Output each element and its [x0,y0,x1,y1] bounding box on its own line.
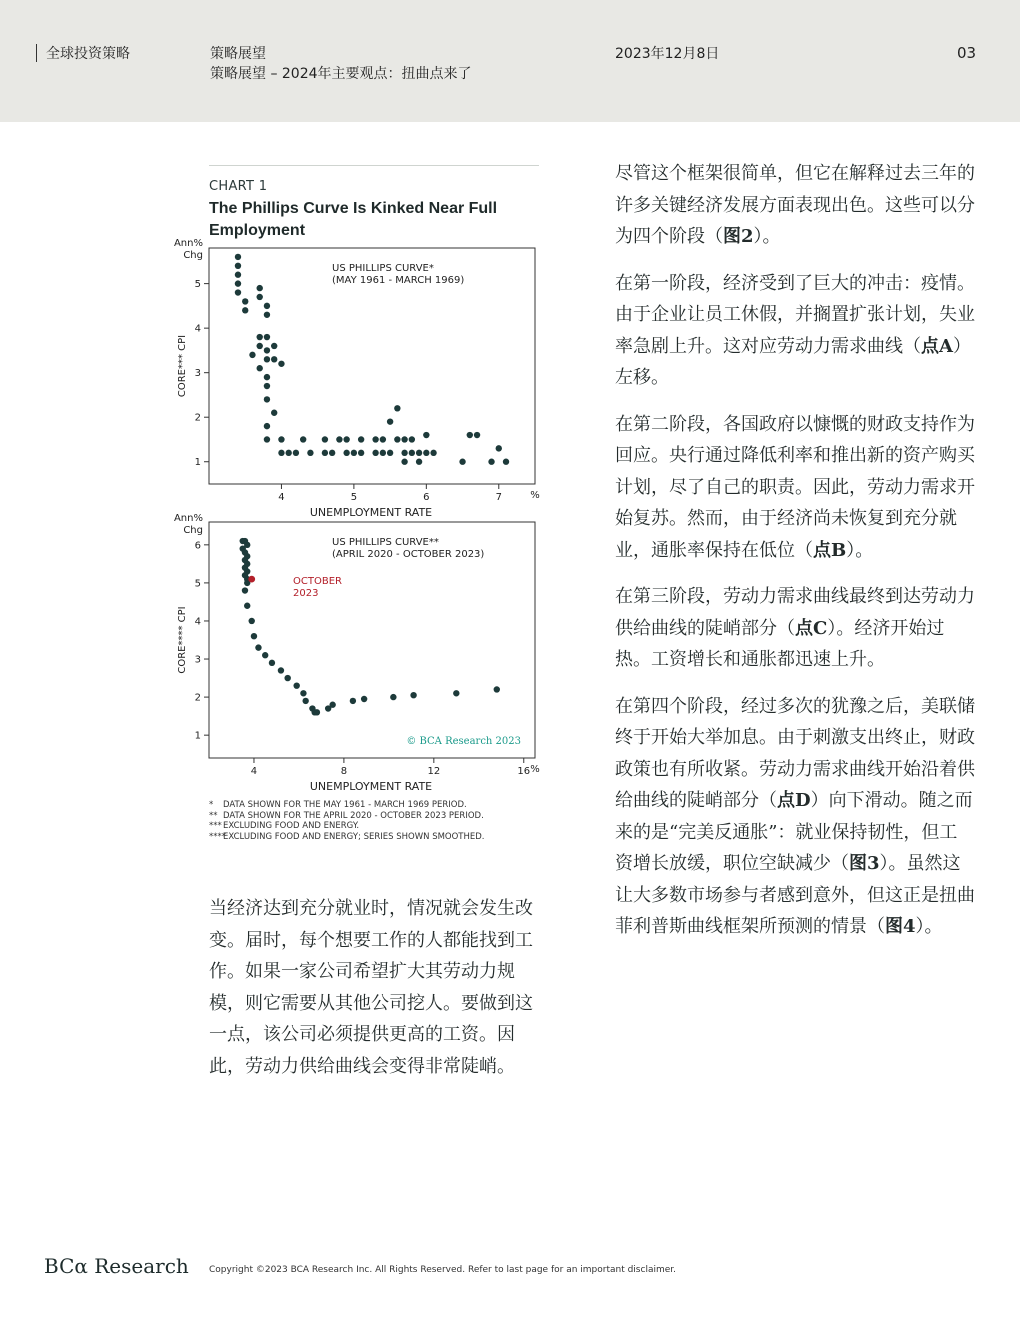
scatter-point [293,450,299,456]
x-tick-label: 16 [517,766,531,777]
scatter-point [264,436,270,442]
scatter-point [235,280,241,286]
scatter-point [302,698,308,704]
bottom-x-axis-label: UNEMPLOYMENT RATE [309,780,433,793]
y-tick-label: 5 [194,279,201,291]
chart-top-rule [209,165,539,166]
scatter-point [343,436,349,442]
scatter-point [387,418,393,424]
body-paragraph: 在第二阶段，各国政府以慷慨的财政支持作为回应。央行通过降低利率和推出新的资产购买计划，尽了自己的职责。因此，劳动力需求开始复苏。然而，由于经济尚未恢复到充分就业，通胀率保持在低位（点B）。 [615,413,975,561]
top-x-unit: % [530,490,540,501]
scatter-point [409,436,415,442]
scatter-point [278,450,284,456]
scatter-point [264,334,270,340]
bottom-series-label-1: US PHILLIPS CURVE** [332,537,439,548]
y-tick-label: 2 [194,412,201,424]
scatter-point [271,410,277,416]
bottom-series-label-2: (APRIL 2020 - OCTOBER 2023) [332,549,485,560]
scatter-point [488,459,494,465]
scatter-point [264,423,270,429]
scatter-point [329,702,335,708]
top-x-axis-label: UNEMPLOYMENT RATE [309,506,433,519]
october-2023-callout-1: OCTOBER [293,576,342,587]
x-tick-label: 4 [278,492,285,503]
scatter-point [372,450,378,456]
october-2023-callout-2: 2023 [293,588,319,599]
y-tick-label: 3 [194,654,201,666]
scatter-point [329,450,335,456]
scatter-point [380,436,386,442]
x-tick-label: 8 [340,766,348,777]
scatter-point [503,459,509,465]
scatter-point [350,698,356,704]
scatter-point [416,450,422,456]
scatter-point [300,436,306,442]
scatter-point [474,432,480,438]
y-tick-label: 4 [194,323,201,335]
scatter-point [244,603,250,609]
body-paragraph: 尽管这个框架很简单，但它在解释过去三年的许多关键经济发展方面表现出色。这些可以分为四个阶段（图2）。 [615,163,975,247]
x-tick-label: 6 [423,492,430,503]
scatter-point [358,450,364,456]
scatter-point [264,347,270,353]
scatter-point [235,254,241,260]
scatter-point [269,660,275,666]
bca-logo: BCα Research [44,1254,189,1278]
scatter-point [235,272,241,278]
scatter-point [423,450,429,456]
page-number: 03 [957,44,977,62]
scatter-point [358,436,364,442]
scatter-point [372,436,378,442]
scatter-point [293,682,299,688]
scatter-point [257,294,263,300]
y-tick-label: 4 [194,616,201,628]
scatter-point [264,374,270,380]
y-tick-label: 6 [194,540,201,552]
scatter-point [278,436,284,442]
top-y-unit-2: Chg [183,250,203,261]
y-tick-label: 5 [194,578,201,590]
top-panel [174,238,540,519]
scatter-point [235,263,241,269]
scatter-point [235,289,241,295]
scatter-point [390,694,396,700]
y-tick-label: 2 [194,692,201,704]
header-divider [36,44,37,62]
scatter-point [401,459,407,465]
bottom-y-unit-1: Ann% [173,513,203,524]
bottom-y-unit-2: Chg [183,525,203,536]
scatter-point [271,343,277,349]
top-series-label-2: (MAY 1961 - MARCH 1969) [332,275,465,286]
top-y-unit-1: Ann% [173,238,203,249]
scatter-point [410,692,416,698]
bottom-scatter-points [240,538,500,716]
scatter-point [380,450,386,456]
footnote: ****EXCLUDING FOOD AND ENERGY; SERIES SHOWN SMOOTHED. [209,831,485,842]
scatter-point [251,633,257,639]
body-paragraph: 在第三阶段，劳动力需求曲线最终到达劳动力供给曲线的陡峭部分（点C）。经济开始过热。工资增长和通胀都迅速上升。 [615,586,975,670]
scatter-point [387,450,393,456]
bottom-y-axis-label: CORE**** CPI [177,606,188,674]
scatter-point [257,285,263,291]
x-tick-label: 5 [350,492,358,503]
scatter-point [264,356,270,362]
scatter-point [314,709,320,715]
scatter-point [430,450,436,456]
scatter-point [343,450,349,456]
scatter-point [249,352,255,358]
footnote: ***EXCLUDING FOOD AND ENERGY. [209,821,360,831]
scatter-point [401,450,407,456]
header-subtitle: 策略展望 – 2024年主要观点：扭曲点来了 [210,66,472,82]
y-tick-label: 1 [194,730,201,742]
scatter-point [271,356,277,362]
scatter-point [262,652,268,658]
bottom-panel [174,513,540,793]
y-tick-label: 3 [194,368,201,380]
right-body-text [615,158,975,958]
y-tick-label: 1 [194,457,201,469]
top-x-ticks [278,484,502,503]
x-tick-label: 7 [495,492,502,503]
scatter-point [423,432,429,438]
x-tick-label: 12 [427,766,441,777]
scatter-point [361,696,367,702]
scatter-point [284,675,290,681]
scatter-point [255,644,261,650]
scatter-point [264,396,270,402]
chart-kicker: CHART 1 [209,179,268,194]
scatter-point [401,436,407,442]
x-tick-label: 4 [250,766,258,777]
chart-footnotes [209,800,485,842]
scatter-point [459,459,465,465]
scatter-point [257,334,263,340]
scatter-point [453,690,459,696]
scatter-point [264,383,270,389]
scatter-point [467,432,473,438]
scatter-point [264,312,270,318]
scatter-point [278,361,284,367]
scatter-point [351,450,357,456]
chart-title: The Phillips Curve Is Kinked Near Full Employment [209,200,498,239]
scatter-point [278,667,284,673]
scatter-point [242,307,248,313]
scatter-point [264,303,270,309]
scatter-point [322,450,328,456]
scatter-point [300,690,306,696]
scatter-point [307,450,313,456]
scatter-point [394,436,400,442]
scatter-point [257,365,263,371]
scatter-point [416,459,422,465]
scatter-point [249,618,255,624]
footnote: * DATA SHOWN FOR THE MAY 1961 - MARCH 1969 PERIOD. [209,800,467,810]
scatter-point [322,436,328,442]
phillips-curve-charts [165,230,545,795]
bottom-x-unit: % [530,764,540,775]
chart-credit: © BCA Research 2023 [406,736,521,747]
bottom-x-ticks [251,758,530,777]
scatter-point [409,450,415,456]
scatter-point [285,450,291,456]
header-date: 2023年12月8日 [615,46,720,62]
scatter-point [496,445,502,451]
header-brand: 全球投资策略 [46,46,130,62]
body-paragraph: 在第四个阶段，经过多次的犹豫之后，美联储终于开始大举加息。由于刺激支出终止，财政政策也有所收紧。劳动力需求曲线开始沿着供给曲线的陡峭部分（点D）向下滑动。随之而来的是“完美反通胀”：就业保持韧性，但工资增长放缓，职位空缺减少（图3）。虽然这让大多数市场参与者感到意外，但这正是扭曲菲利普斯曲线框架所预测的情景（图4）。 [615,695,975,937]
page-header [0,0,1020,122]
scatter-point [494,686,500,692]
scatter-point [242,298,248,304]
highlight-point [248,576,255,583]
scatter-point [394,405,400,411]
scatter-point [336,436,342,442]
scatter-point [257,343,263,349]
copyright-notice: Copyright ©2023 BCA Research Inc. All Rights Reserved. Refer to last page for an important disclaimer. [209,1265,676,1275]
top-y-ticks [195,279,209,468]
body-paragraph: 在第一阶段，经济受到了巨大的冲击：疫情。由于企业让员工休假，并搁置扩张计划，失业率急剧上升。这对应劳动力需求曲线（点A）左移。 [615,272,975,388]
bottom-y-ticks [195,540,209,741]
header-section: 策略展望 [210,46,266,62]
top-y-axis-label: CORE*** CPI [177,334,188,398]
left-body-paragraph: 当经济达到充分就业时，情况就会发生改变。届时，每个想要工作的人都能找到工作。如果一家公司希望扩大其劳动力规模，则它需要从其他公司挖人。要做到这一点，该公司必须提供更高的工资。因此，劳动力供给曲线会变得非常陡峭。 [209,898,533,1077]
top-series-label-1: US PHILLIPS CURVE* [332,263,434,274]
footnote: ** DATA SHOWN FOR THE APRIL 2020 - OCTOBER 2023 PERIOD. [209,810,484,821]
scatter-point [242,587,248,593]
